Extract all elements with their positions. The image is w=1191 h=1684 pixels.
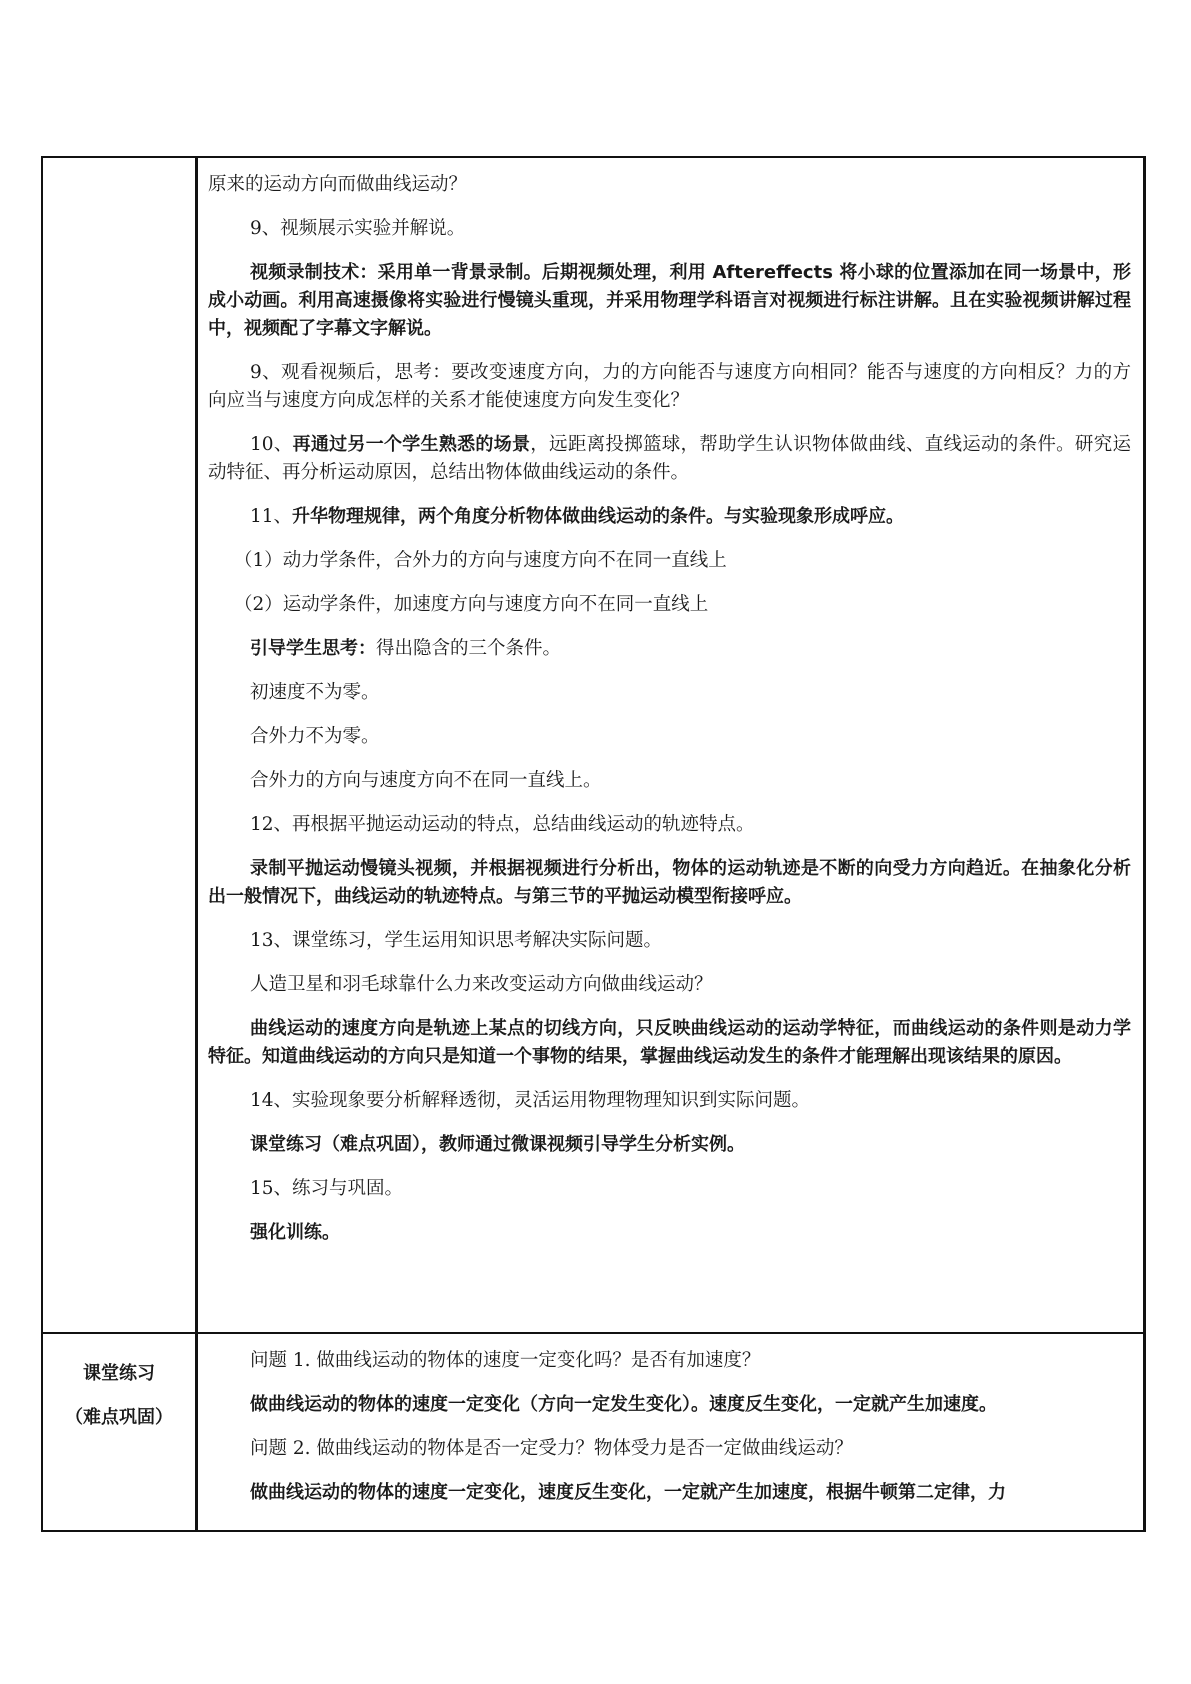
paragraph	[208, 215, 1131, 243]
text: 14、实验现象要分析解释透彻，灵活运用物理物理知识到实际问题。	[250, 1090, 811, 1111]
paragraph	[208, 1391, 1131, 1419]
section-label	[43, 1334, 195, 1440]
paragraph	[208, 971, 1131, 999]
content-cell	[197, 157, 1145, 1333]
paragraph	[208, 259, 1131, 343]
paragraph	[208, 1131, 1131, 1159]
bold-text: 强化训练。	[250, 1222, 340, 1243]
paragraph	[208, 855, 1131, 911]
bold-text: 录制平抛运动慢镜头视频，并根据视频进行分析出，物体的运动轨迹是不断的向受力方向趋近。在抽象化分析出一般情况下，曲线运动的轨迹特点。与第三节的平抛运动模型衔接呼应。	[208, 858, 1131, 907]
paragraph	[208, 359, 1131, 415]
left-cell-empty	[42, 157, 197, 1333]
label-line-2: （难点巩固）	[65, 1407, 173, 1428]
text: ，远距离投掷篮球，帮助学生认识物体做曲线、直线运动的条件。研究运动特征、再分析运动原因，总结出物体做曲线运动的条件。	[208, 434, 1131, 483]
paragraph	[208, 1087, 1131, 1115]
bold-text: 引导学生思考：	[250, 638, 376, 659]
lesson-table	[41, 156, 1146, 1532]
paragraph	[208, 635, 1131, 663]
text: （1）动力学条件，合外力的方向与速度方向不在同一直线上	[234, 550, 727, 571]
paragraph	[208, 927, 1131, 955]
paragraph	[208, 1219, 1131, 1247]
label-line-1: 课堂练习	[83, 1363, 155, 1384]
paragraph	[208, 1015, 1131, 1071]
paragraph	[208, 767, 1131, 795]
text: 问题 2. 做曲线运动的物体是否一定受力？物体受力是否一定做曲线运动？	[250, 1438, 853, 1459]
paragraph	[208, 1175, 1131, 1203]
teaching-process-text	[198, 158, 1143, 1247]
bold-text: 升华物理规律，两个角度分析物体做曲线运动的条件。与实验现象形成呼应。	[292, 506, 905, 527]
bold-text: 视频录制技术：采用单一背景录制。后期视频处理，利用 Aftereffects 将小球的位置添加在同一场景中，形成小动画。利用高速摄像将实验进行慢镜头重现，并采用物理学科语言对视频进行标注讲解。且在实验视频讲解过程中，视频配了字幕文字解说。	[208, 262, 1131, 339]
text: 合外力不为零。	[250, 726, 380, 747]
text: 得出隐含的三个条件。	[376, 638, 562, 659]
paragraph	[208, 171, 1131, 199]
text: 初速度不为零。	[250, 682, 380, 703]
table-row	[42, 1333, 1145, 1531]
text: 12、再根据平抛运动运动的特点，总结曲线运动的轨迹特点。	[250, 814, 755, 835]
content-cell	[197, 1333, 1145, 1531]
paragraph	[208, 591, 1131, 619]
text: 9、视频展示实验并解说。	[250, 218, 466, 239]
text: 原来的运动方向而做曲线运动？	[208, 174, 468, 195]
bold-text: 课堂练习（难点巩固），教师通过微课视频引导学生分析实例。	[250, 1134, 745, 1155]
text: 问题 1. 做曲线运动的物体的速度一定变化吗？是否有加速度？	[250, 1350, 761, 1371]
text: 11、	[250, 506, 293, 527]
paragraph	[208, 1435, 1131, 1463]
bold-text: 再通过另一个学生熟悉的场景	[292, 434, 531, 455]
bold-text: 做曲线运动的物体的速度一定变化，速度反生变化，一定就产生加速度，根据牛顿第二定律，力	[250, 1482, 1006, 1503]
text: 10、	[250, 434, 293, 455]
paragraph	[208, 547, 1131, 575]
text: 13、课堂练习，学生运用知识思考解决实际问题。	[250, 930, 663, 951]
exercise-text	[198, 1334, 1143, 1507]
text: 15、练习与巩固。	[250, 1178, 404, 1199]
bold-text: 曲线运动的速度方向是轨迹上某点的切线方向，只反映曲线运动的运动学特征，而曲线运动的条件则是动力学特征。知道曲线运动的方向只是知道一个事物的结果，掌握曲线运动发生的条件才能理解出现该结果的原因。	[208, 1018, 1131, 1067]
left-cell-label	[42, 1333, 197, 1531]
table-row	[42, 157, 1145, 1333]
paragraph	[208, 1347, 1131, 1375]
paragraph	[208, 503, 1131, 531]
paragraph	[208, 723, 1131, 751]
text: 9、观看视频后，思考：要改变速度方向，力的方向能否与速度方向相同？能否与速度的方向相反？力的方向应当与速度方向成怎样的关系才能使速度方向发生变化？	[208, 362, 1131, 411]
bold-text: 做曲线运动的物体的速度一定变化（方向一定发生变化）。速度反生变化，一定就产生加速度。	[250, 1394, 997, 1415]
paragraph	[208, 679, 1131, 707]
paragraph	[208, 1479, 1131, 1507]
paragraph	[208, 811, 1131, 839]
text: （2）运动学条件，加速度方向与速度方向不在同一直线上	[234, 594, 709, 615]
text: 人造卫星和羽毛球靠什么力来改变运动方向做曲线运动？	[250, 974, 713, 995]
paragraph	[208, 431, 1131, 487]
text: 合外力的方向与速度方向不在同一直线上。	[250, 770, 602, 791]
